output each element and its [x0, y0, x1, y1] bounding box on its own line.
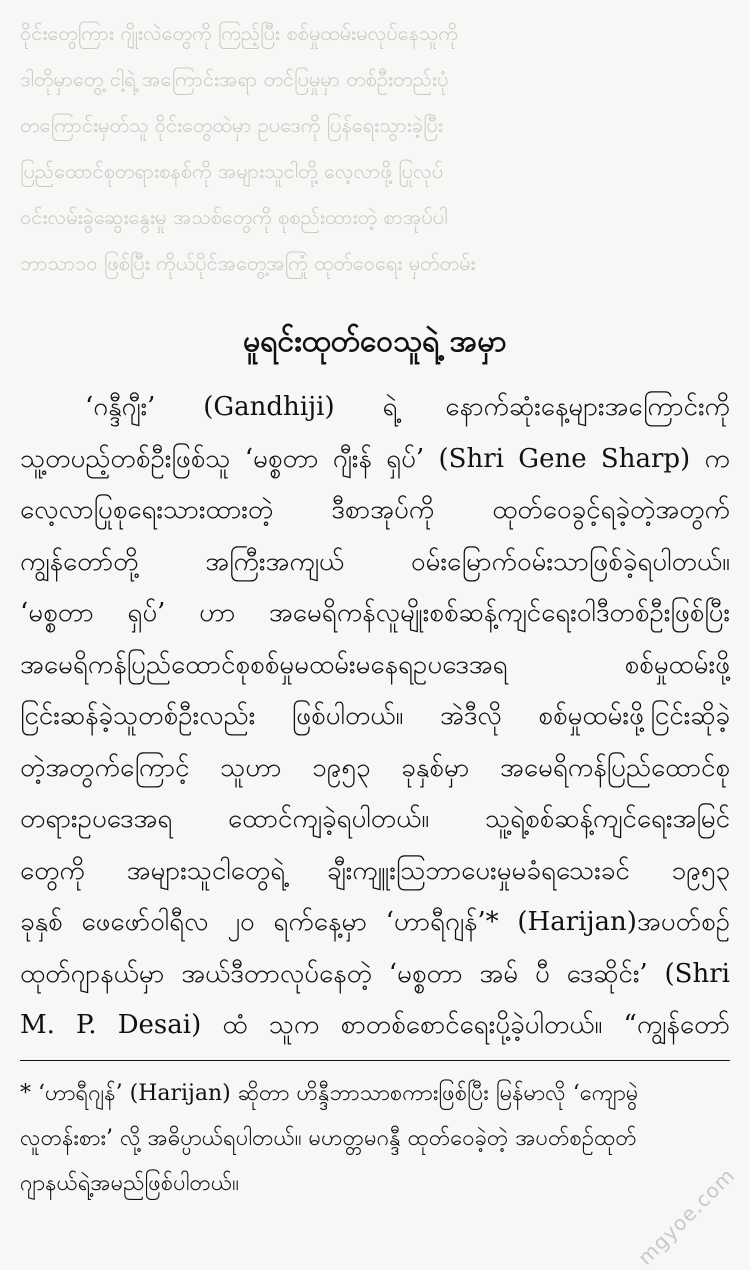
bleed-line: ဒါတိုမှာတွေ့ ငါ့ရဲ့ အကြောင်းအရာ တင်ပြမှုမှာ တစ်ဦးတည်းပုံ — [20, 67, 449, 91]
watermark: mgyoe.com — [633, 1163, 740, 1270]
paragraph-line: သူ့တပည့်တစ်ဦးဖြစ်သူ ‘မစ္စတာ ဂျီးန် ရှပ်’ (Shri Gene Sharp) က — [20, 443, 730, 474]
paragraph-line: ငြင်းဆန်ခဲ့သူတစ်ဦးလည်း ဖြစ်ပါတယ်။ အဲဒီလို စစ်မှုထမ်းဖို့ငြင်းဆိုခဲ့ — [20, 701, 730, 731]
footnote-line: ဂျာနယ်ရဲ့အမည်ဖြစ်ပါတယ်။ — [20, 1170, 239, 1196]
bleed-line: ဝင်းလမ်းခွဲဆွေးနွေးမှု အသစ်တွေကို စုစည်းထားတဲ့ စာအုပ်ပါ — [20, 205, 448, 229]
footnote-line: လူတန်းစား’ လို့ အဓိပ္ပာယ်ရပါတယ်။ မဟတ္တမဂန္ဒီ ထုတ်ဝေခဲ့တဲ့ အပတ်စဉ်ထုတ် — [20, 1125, 637, 1151]
page-heading: မူရင်းထုတ်ဝေသူရဲ့ အမှာ — [243, 324, 507, 359]
paragraph-line: ‘မစ္စတာ ရှပ်’ ဟာ အမေရိကန်လူမျိုးစစ်ဆန့်ကျင်ရေးဝါဒီတစ်ဦးဖြစ်ပြီး — [20, 598, 730, 628]
book-page — [20, 300, 730, 1196]
paragraph-line: တွေကို အများသူငါတွေရဲ့ ချီးကျူးသြဘာပေးမှုမခံရသေးခင် ၁၉၅၃ — [20, 855, 730, 886]
bleed-line: ဘာသာ၁၀ ဖြစ်ပြီး ကိုယ်ပိုင်အတွေ့အကြုံ ထုတ်ဝေရေး မှတ်တမ်း — [20, 251, 476, 275]
paragraph-line: ကျွန်တော်တို့ အကြီးအကျယ် ဝမ်းမြောက်ဝမ်းသာဖြစ်ခဲ့ရပါတယ်။ — [20, 546, 730, 577]
bleed-line: ဝိုင်းတွေကြား ဂျိုးလဲတွေကို ကြည့်ပြီး စစ်မှုထမ်းမလုပ်နေသူကို — [20, 21, 458, 45]
paragraph-line: လေ့လာပြုစုရေးသားထားတဲ့ ဒီစာအုပ်ကို ထုတ်ဝေခွင့်ရခဲ့တဲ့အတွက် — [20, 495, 730, 525]
bleed-through-text — [0, 0, 750, 300]
bleed-line: တကြောင်းမှတ်သူ ဝိုင်းတွေထဲမှာ ဥပဒေကို ပြန်ရေးသွားခဲ့ပြီး — [20, 113, 443, 137]
paragraph-line: အမေရိကန်ပြည်ထောင်စုစစ်မှုမထမ်းမနေရဥပဒေအရ စစ်မှုထမ်းဖို့ — [20, 649, 730, 680]
footnote-divider — [20, 1060, 730, 1061]
body-paragraph — [20, 382, 730, 1052]
paragraph-line: တဲ့အတွက်ကြောင့် သူဟာ ၁၉၅၃ ခုနှစ်မှာ အမေရိကန်ပြည်ထောင်စု — [20, 752, 730, 783]
footnote-line: * ‘ဟာရီဂျန်’ (Harijan) ဆိုတာ ဟိန္ဒီဘာသာစကားဖြစ်ပြီး မြန်မာလို ‘ကျောမွဲ — [20, 1080, 639, 1106]
paragraph-line: တရားဥပဒေအရ ထောင်ကျခဲ့ရပါတယ်။ သူ့ရဲ့စစ်ဆန့်ကျင်ရေးအမြင် — [20, 804, 730, 834]
paragraph-line: ထုတ်ဂျာနယ်မှာ အယ်ဒီတာလုပ်နေတဲ့ ‘မစ္စတာ အမ် ပီ ဒေဆိုင်း’ (Shri — [20, 958, 730, 989]
paragraph-line: M. P. Desai) ထံ သူက စာတစ်စောင်ရေးပို့ခဲ့ပါတယ်။ “ကျွန်တော် — [20, 1010, 730, 1040]
paragraph-line: ခုနှစ် ဖေဖော်ဝါရီလ ၂၀ ရက်နေ့မှာ ‘ဟာရီဂျန်’* (Harijan)အပတ်စဉ် — [20, 907, 730, 937]
paragraph-line: ‘ဂန္ဒီဂျီး’ (Gandhiji) ရဲ့ နောက်ဆုံးနေ့များအကြောင်းကို — [85, 392, 730, 422]
footnote — [20, 1071, 730, 1206]
bleed-line: ပြည်ထောင်စုတရားစနစ်ကို အများသူငါတို့ လေ့လာဖို့ ပြုလုပ် — [20, 159, 444, 183]
